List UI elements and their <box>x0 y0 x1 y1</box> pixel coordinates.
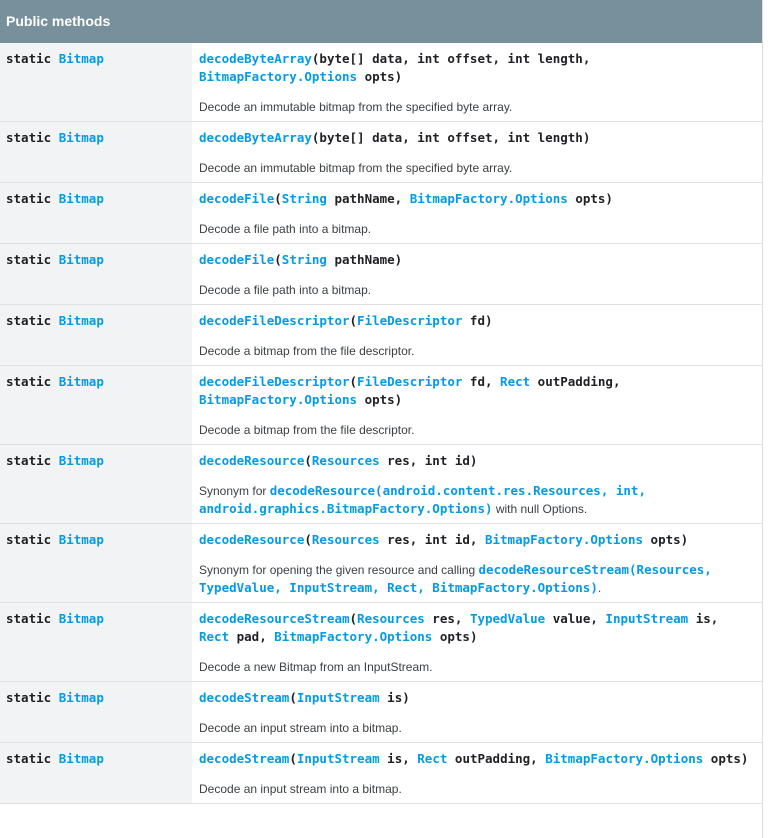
description-text: Decode an immutable bitmap from the specified byte array. <box>199 161 513 175</box>
method-row <box>0 743 762 804</box>
method-name-link[interactable]: decodeResourceStream <box>199 611 350 626</box>
method-description <box>192 330 762 365</box>
method-description <box>192 470 762 523</box>
return-type-link[interactable]: Bitmap <box>58 690 104 705</box>
return-type-cell <box>0 603 192 682</box>
method-name-link[interactable]: decodeResource <box>199 532 305 547</box>
method-description <box>192 269 762 304</box>
return-type-cell <box>0 183 192 244</box>
type-link[interactable]: Rect <box>199 629 230 644</box>
return-type-cell <box>0 445 192 524</box>
return-type <box>0 244 192 269</box>
method-description <box>192 549 762 602</box>
method-signature <box>192 183 762 208</box>
method-name-link[interactable]: decodeByteArray <box>199 51 312 66</box>
method-name-link[interactable]: decodeResource <box>199 453 305 468</box>
method-signature <box>192 244 762 269</box>
return-type <box>0 43 192 68</box>
method-signature <box>192 603 762 646</box>
method-cell <box>192 43 762 122</box>
modifier-static: static <box>6 532 52 547</box>
method-description <box>192 646 762 681</box>
method-signature <box>192 682 762 707</box>
type-link[interactable]: InputStream <box>605 611 689 626</box>
return-type <box>0 366 192 391</box>
signature-text: ( <box>349 611 358 626</box>
return-type-link[interactable]: Bitmap <box>58 751 104 766</box>
description-text: with null Options. <box>492 502 588 516</box>
method-name-link[interactable]: decodeFileDescriptor <box>199 374 350 389</box>
return-type-cell <box>0 524 192 603</box>
return-type-link[interactable]: Bitmap <box>58 191 104 206</box>
method-cell <box>192 305 762 366</box>
signature-text: fd, <box>462 374 501 389</box>
description-text: Decode a file path into a bitmap. <box>199 283 372 297</box>
signature-text: is) <box>379 690 410 705</box>
return-type-cell <box>0 122 192 183</box>
method-cell <box>192 743 762 804</box>
method-row <box>0 183 762 244</box>
description-text: . <box>597 581 602 595</box>
signature-text: ( <box>274 191 282 206</box>
signature-text: (byte[] data, int offset, int length, <box>311 51 591 66</box>
modifier-static: static <box>6 313 52 328</box>
type-link[interactable]: BitmapFactory.Options <box>199 69 358 84</box>
type-link[interactable]: String <box>281 252 327 267</box>
method-description <box>192 768 762 803</box>
method-cell <box>192 445 762 524</box>
methods-table <box>0 43 762 804</box>
method-name-link[interactable]: decodeFile <box>199 252 275 267</box>
signature-text: ( <box>349 374 358 389</box>
method-row <box>0 603 762 682</box>
method-signature <box>192 305 762 330</box>
methods-table-body <box>0 43 762 804</box>
signature-text: opts) <box>703 751 749 766</box>
reference-link[interactable]: decodeResourceStream(Resources, TypedValue, InputStream, Rect, BitmapFactory.Options) <box>199 562 712 595</box>
return-type-cell <box>0 43 192 122</box>
method-description <box>192 147 762 182</box>
description-text: Synonym for <box>199 484 270 498</box>
description-text: Synonym for opening the given resource and calling <box>199 563 479 577</box>
description-text: Decode a bitmap from the file descriptor. <box>199 344 415 358</box>
method-row <box>0 524 762 603</box>
modifier-static: static <box>6 611 52 626</box>
signature-text: ( <box>349 313 358 328</box>
modifier-static: static <box>6 690 52 705</box>
type-link[interactable]: FileDescriptor <box>357 374 463 389</box>
type-link[interactable]: BitmapFactory.Options <box>274 629 433 644</box>
method-cell <box>192 524 762 603</box>
signature-text: ( <box>289 751 297 766</box>
method-row <box>0 305 762 366</box>
signature-text: ( <box>304 453 312 468</box>
method-row <box>0 244 762 305</box>
modifier-static: static <box>6 374 52 389</box>
method-cell <box>192 603 762 682</box>
reference-link[interactable]: decodeResource(android.content.res.Resources, int, android.graphics.BitmapFactory.Options) <box>199 483 646 516</box>
method-signature <box>192 366 762 409</box>
return-type-cell <box>0 305 192 366</box>
signature-text: ( <box>289 690 297 705</box>
return-type-cell <box>0 366 192 445</box>
type-link[interactable]: BitmapFactory.Options <box>199 392 358 407</box>
return-type-link[interactable]: Bitmap <box>58 374 104 389</box>
return-type-cell <box>0 743 192 804</box>
signature-text: ( <box>274 252 282 267</box>
method-description <box>192 409 762 444</box>
return-type <box>0 445 192 470</box>
method-description <box>192 86 762 121</box>
return-type-link[interactable]: Bitmap <box>58 611 104 626</box>
return-type-link[interactable]: Bitmap <box>58 51 104 66</box>
signature-text: pad, <box>229 629 275 644</box>
method-cell <box>192 682 762 743</box>
signature-text: opts) <box>432 629 478 644</box>
signature-text: res, int id, <box>379 532 485 547</box>
type-link[interactable]: Rect <box>500 374 531 389</box>
signature-text: opts) <box>357 392 403 407</box>
type-link[interactable]: Resources <box>311 532 380 547</box>
signature-text: opts) <box>567 191 613 206</box>
type-link[interactable]: String <box>281 191 327 206</box>
modifier-static: static <box>6 191 52 206</box>
signature-text: value, <box>545 611 606 626</box>
signature-text: opts) <box>643 532 689 547</box>
method-name-link[interactable]: decodeFile <box>199 191 275 206</box>
modifier-static: static <box>6 130 52 145</box>
type-link[interactable]: BitmapFactory.Options <box>484 532 644 547</box>
return-type <box>0 682 192 707</box>
method-row <box>0 682 762 743</box>
return-type-link[interactable]: Bitmap <box>58 453 104 468</box>
method-signature <box>192 524 762 549</box>
description-text: Decode a file path into a bitmap. <box>199 222 372 236</box>
return-type-link[interactable]: Bitmap <box>58 313 104 328</box>
description-text: Decode a bitmap from the file descriptor. <box>199 423 415 437</box>
panel-border <box>762 0 763 838</box>
method-name-link[interactable]: decodeByteArray <box>199 130 312 145</box>
description-text: Decode an input stream into a bitmap. <box>199 721 402 735</box>
type-link[interactable]: Resources <box>357 611 425 626</box>
return-type-cell <box>0 244 192 305</box>
type-link[interactable]: InputStream <box>296 751 380 766</box>
section-header: Public methods <box>0 0 763 43</box>
method-row <box>0 122 762 183</box>
signature-text: res, int id) <box>379 453 478 468</box>
signature-text: outPadding, <box>447 751 546 766</box>
modifier-static: static <box>6 453 52 468</box>
type-link[interactable]: Rect <box>417 751 448 766</box>
type-link[interactable]: BitmapFactory.Options <box>545 751 704 766</box>
return-type-link[interactable]: Bitmap <box>58 532 104 547</box>
modifier-static: static <box>6 252 52 267</box>
method-name-link[interactable]: decodeStream <box>199 751 290 766</box>
return-type-link[interactable]: Bitmap <box>58 252 104 267</box>
method-description <box>192 707 762 742</box>
method-row <box>0 366 762 445</box>
return-type <box>0 524 192 549</box>
method-row <box>0 445 762 524</box>
type-link[interactable]: BitmapFactory.Options <box>409 191 568 206</box>
method-signature <box>192 122 762 147</box>
type-link[interactable]: Resources <box>311 453 380 468</box>
signature-text: outPadding, <box>530 374 621 389</box>
type-link[interactable]: TypedValue <box>469 611 546 626</box>
signature-text: pathName) <box>326 252 403 267</box>
method-name-link[interactable]: decodeStream <box>199 690 290 705</box>
return-type <box>0 122 192 147</box>
return-type-cell <box>0 682 192 743</box>
signature-text: is, <box>688 611 719 626</box>
description-text: Decode a new Bitmap from an InputStream. <box>199 660 433 674</box>
signature-text: is, <box>379 751 418 766</box>
method-cell <box>192 366 762 445</box>
method-cell <box>192 122 762 183</box>
method-signature <box>192 445 762 470</box>
method-row <box>0 43 762 122</box>
modifier-static: static <box>6 751 52 766</box>
signature-text: res, <box>424 611 470 626</box>
method-signature <box>192 743 762 768</box>
signature-text: fd) <box>462 313 493 328</box>
return-type <box>0 743 192 768</box>
description-text: Decode an immutable bitmap from the specified byte array. <box>199 100 513 114</box>
method-cell <box>192 244 762 305</box>
method-name-link[interactable]: decodeFileDescriptor <box>199 313 350 328</box>
description-text: Decode an input stream into a bitmap. <box>199 782 402 796</box>
return-type <box>0 603 192 628</box>
return-type-link[interactable]: Bitmap <box>58 130 104 145</box>
signature-text: (byte[] data, int offset, int length) <box>311 130 591 145</box>
return-type <box>0 305 192 330</box>
type-link[interactable]: FileDescriptor <box>357 313 463 328</box>
signature-text: opts) <box>357 69 403 84</box>
method-cell <box>192 183 762 244</box>
signature-text: ( <box>304 532 312 547</box>
method-description <box>192 208 762 243</box>
method-signature <box>192 43 762 86</box>
signature-text: pathName, <box>326 191 410 206</box>
return-type <box>0 183 192 208</box>
modifier-static: static <box>6 51 52 66</box>
type-link[interactable]: InputStream <box>296 690 380 705</box>
